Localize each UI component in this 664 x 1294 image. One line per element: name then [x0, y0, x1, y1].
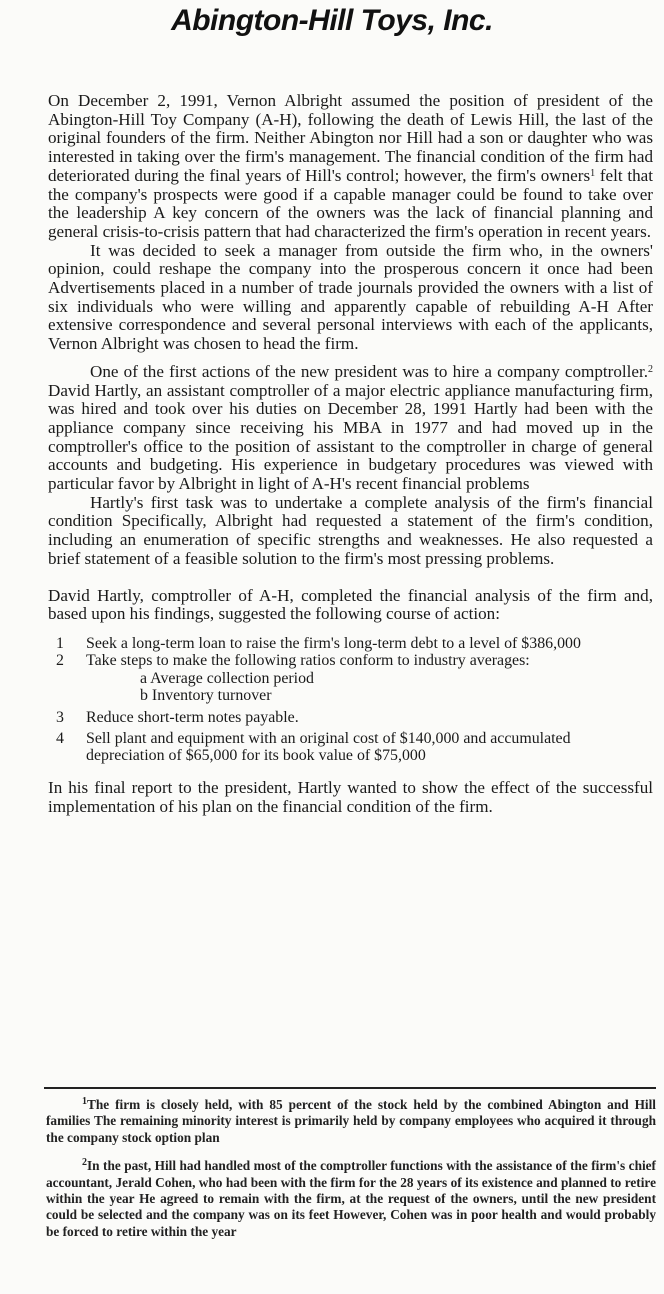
list-item: 2 Take steps to make the following ratios conform to industry averages: a Average collection period b Inventory turnover	[48, 652, 653, 704]
paragraph-3: One of the first actions of the new president was to hire a company comptroller.$^2$ David Hartly, an assistant comptroller of a major electric appliance manufacturing firm, was hired and took over his duties on December 28, 1991 Hartly had been with the appliance company since receiving his MBA in 1977 and had moved up in the comptroller's office to the position of assistant to the comptroller in charge of general accounts and budgeting. His experience in budgetary procedures was viewed with particular favor by Albright in light of A-H's recent financial problems	[48, 361, 653, 494]
list-item: 3 Reduce short-term notes payable.	[56, 708, 299, 726]
footnote-ref-2: 2	[648, 363, 653, 375]
footnote-2: $^2$In the past, Hill had handled most of the comptroller functions with the assistance of the firm's chief accountant, Jerald Cohen, who had been with the firm for the 28 years of its existence and planned to retire within the year He agreed to remain with the firm, at the request of the owners, until the new president could be selected and the company was on its feet However, Cohen was in poor health and would probably be forced to retire within the year	[46, 1157, 656, 1239]
sub-list	[86, 670, 653, 705]
case-body	[48, 92, 653, 816]
footnotes	[46, 1097, 656, 1240]
paragraph-5: David Hartly, comptroller of A-H, completed the financial analysis of the firm and, based upon his findings, suggested the following course of action:	[48, 585, 653, 624]
paragraph-1: On December 2, 1991, Vernon Albright assumed the position of president of the Abington-Hill Toy Company (A-H), following the death of Lewis Hill, the last of the original founders of the firm. Neither Abington nor Hill had a son or daughter who was interested in taking over the firm's management. The financial condition of the firm had deteriorated during the final years of Hill's control; however, the firm's owners$^1$ felt that the company's prospects were good if a capable manager could be found to take over the leadership A key concern of the owners was the lack of financial planning and general crisis-to-crisis pattern that had characterized the firm's operation in recent years.	[48, 91, 653, 241]
footnote-ref-1: 1	[590, 167, 596, 179]
closing-paragraph: In his final report to the president, Hartly wanted to show the effect of the successful implementation of his plan on the financial condition of the firm.	[48, 777, 653, 816]
paragraph-4: Hartly's first task was to undertake a complete analysis of the firm's financial condition Specifically, Albright had requested a statement of the firm's condition, including an enumeration of specific strengths and weaknesses. He also requested a brief statement of a feasible solution to the firm's most pressing problems.	[48, 492, 653, 568]
sub-list-item: a Average collection period	[140, 669, 314, 687]
page-title: Abington-Hill Toys, Inc.	[171, 4, 493, 37]
footnote-1: $^1$The firm is closely held, with 85 percent of the stock held by the combined Abington and Hill families The remaining minority interest is primarily held by company employees who acquired it through the company stock option plan	[46, 1096, 656, 1145]
footnote-divider	[44, 1087, 656, 1089]
list-item: 4 Sell plant and equipment with an original cost of $140,000 and accumulated depreciation of $65,000 for its book value of $75,000	[56, 730, 571, 765]
list-item: 1 Seek a long-term loan to raise the firm's long-term debt to a level of $386,000	[56, 634, 581, 652]
recommendation-list	[48, 635, 653, 765]
sub-list-item: b Inventory turnover	[140, 687, 272, 705]
paragraph-2: It was decided to seek a manager from outside the firm who, in the owners' opinion, could reshape the company into the prosperous concern it once had been Advertisements placed in a number of trade journals provided the owners with a list of six individuals who were willing and apparently capable of rebuilding A-H After extensive correspondence and several personal interviews with each of the applicants, Vernon Albright was chosen to head the firm.	[48, 240, 653, 354]
